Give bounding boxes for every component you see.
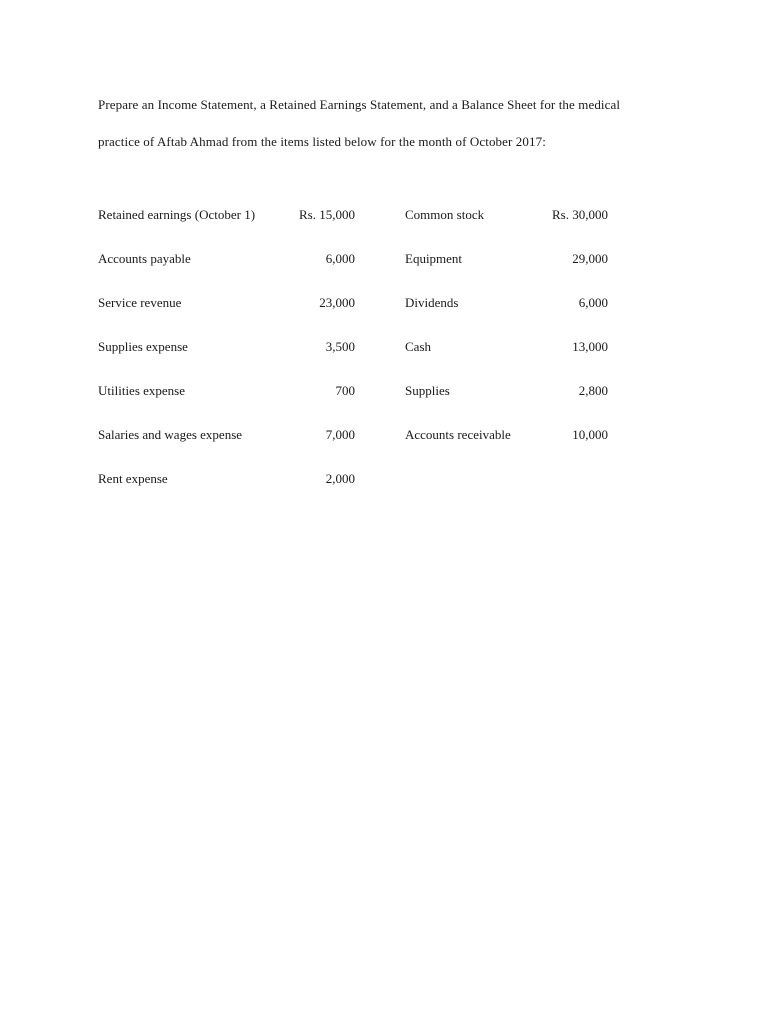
item-left-label: Supplies expense bbox=[98, 339, 188, 354]
item-right-label: Cash bbox=[405, 339, 431, 354]
item-right-value: 2,800 bbox=[578, 383, 608, 398]
item-left-label: Utilities expense bbox=[98, 383, 186, 398]
item-left-value: 3,500 bbox=[325, 339, 355, 354]
instructions-line-1: Prepare an Income Statement, a Retained Earnings Statement, and a Balance Sheet for the medical bbox=[98, 97, 621, 112]
item-right-value: 6,000 bbox=[578, 295, 608, 310]
list-item bbox=[0, 201, 768, 245]
list-item bbox=[0, 465, 768, 509]
instructions-paragraph bbox=[98, 86, 698, 160]
item-right-value: Rs. 30,000 bbox=[552, 207, 608, 222]
item-left-value: 6,000 bbox=[325, 251, 355, 266]
item-right-value: 13,000 bbox=[572, 339, 608, 354]
list-item bbox=[0, 421, 768, 465]
item-left-value: 700 bbox=[335, 383, 355, 398]
list-item bbox=[0, 377, 768, 421]
account-items-list bbox=[0, 201, 768, 509]
item-right-value: 10,000 bbox=[572, 427, 608, 442]
item-left-value: 23,000 bbox=[319, 295, 355, 310]
item-left-label: Accounts payable bbox=[98, 251, 191, 266]
item-right-label: Supplies bbox=[405, 383, 450, 398]
item-left-label: Salaries and wages expense bbox=[98, 427, 243, 442]
item-right-label: Common stock bbox=[405, 207, 485, 222]
item-left-value: Rs. 15,000 bbox=[299, 207, 355, 222]
item-left-label: Retained earnings (October 1) bbox=[98, 207, 256, 222]
instructions-line-2: practice of Aftab Ahmad from the items listed below for the month of October 2017: bbox=[98, 134, 546, 149]
item-left-label: Service revenue bbox=[98, 295, 182, 310]
list-item bbox=[0, 289, 768, 333]
item-right-label: Equipment bbox=[405, 251, 463, 266]
item-right-label: Accounts receivable bbox=[405, 427, 511, 442]
item-left-label: Rent expense bbox=[98, 471, 168, 486]
item-right-label: Dividends bbox=[405, 295, 459, 310]
item-right-value: 29,000 bbox=[572, 251, 608, 266]
list-item bbox=[0, 333, 768, 377]
item-left-value: 2,000 bbox=[325, 471, 355, 486]
item-left-value: 7,000 bbox=[325, 427, 355, 442]
list-item bbox=[0, 245, 768, 289]
